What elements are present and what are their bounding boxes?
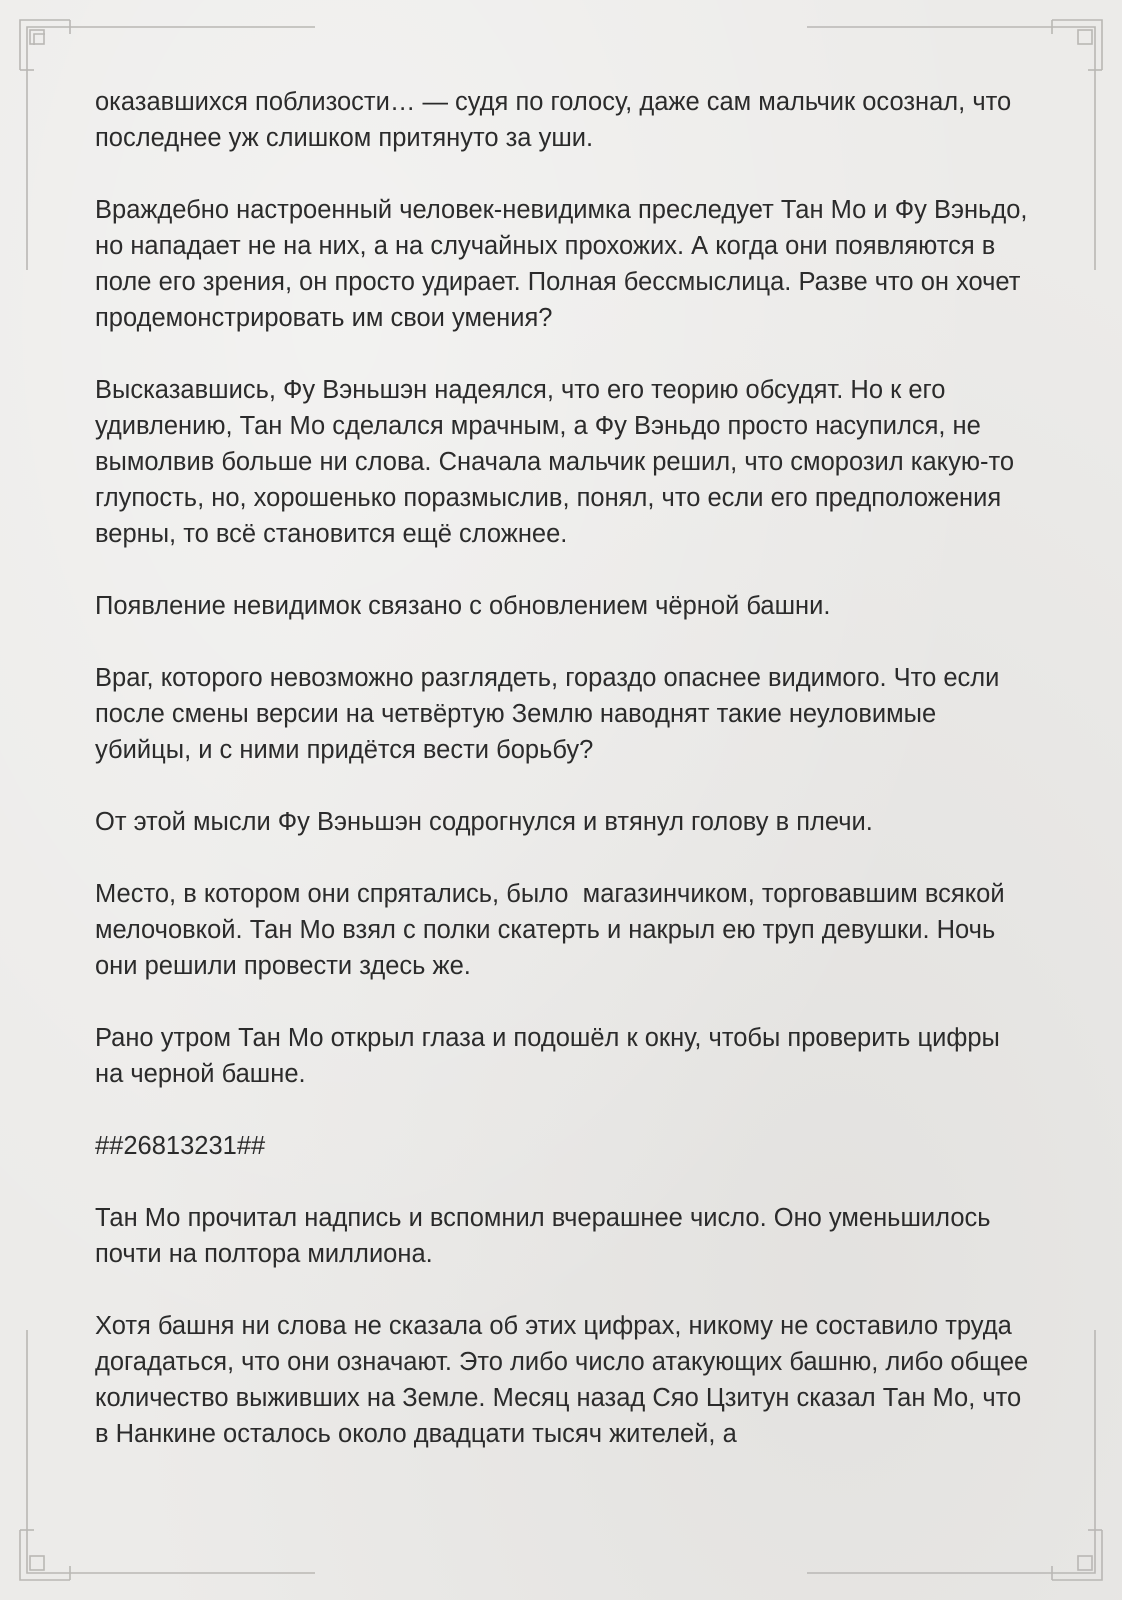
paragraph-5: Враг, которого невозможно разглядеть, гораздо опаснее видимого. Что если после смены версии на четвёртую Землю наводнят такие неуловимые убийцы, и с ними придётся вести борьбу?: [95, 664, 1007, 764]
paragraph-2: Враждебно настроенный человек-невидимка преследует Тан Мо и Фу Вэньдо, но нападает не на них, а на случайных прохожих. А когда они появляются в поле его зрения, он просто удирает. Полная бессмыслица. Разве что он хочет продемонстрировать им свои умения?: [95, 196, 1035, 332]
paragraph-9: ##26813231##: [95, 1132, 266, 1160]
paragraph-7: Место, в котором они спрятались, было магазинчиком, торговавшим всякой мелочовкой. Тан Мо взял с полки скатерть и накрыл ею труп девушки. Ночь они решили провести здесь же.: [95, 880, 1012, 980]
paragraph-8: Рано утром Тан Мо открыл глаза и подошёл к окну, чтобы проверить цифры на черной башне.: [95, 1024, 1007, 1088]
paragraph-1: оказавшихся поблизости… — судя по голосу, даже сам мальчик осознал, что последнее уж слишком притянуто за уши.: [95, 88, 1019, 152]
body-text: [95, 84, 1036, 1488]
paragraph-6: От этой мысли Фу Вэньшэн содрогнулся и втянул голову в плечи.: [95, 808, 873, 836]
paragraph-3: Высказавшись, Фу Вэньшэн надеялся, что его теорию обсудят. Но к его удивлению, Тан Мо сделался мрачным, а Фу Вэньдо просто насупился, не вымолвив больше ни слова. Сначала мальчик решил, что сморозил какую-то глупость, но, хорошенько поразмыслив, понял, что если его предположения верны, то всё становится ещё сложнее.: [95, 376, 1022, 548]
paragraph-11: Хотя башня ни слова не сказала об этих цифрах, никому не составило труда догадаться, что они означают. Это либо число атакующих башню, либо общее количество выживших на Земле. Месяц назад Сяо Цзитун сказал Тан Мо, что в Нанкине осталось около двадцати тысяч жителей, а: [95, 1312, 1036, 1448]
paragraph-10: Тан Мо прочитал надпись и вспомнил вчерашнее число. Оно уменьшилось почти на полтора миллиона.: [95, 1204, 998, 1268]
paragraph-4: Появление невидимок связано с обновлением чёрной башни.: [95, 592, 831, 620]
